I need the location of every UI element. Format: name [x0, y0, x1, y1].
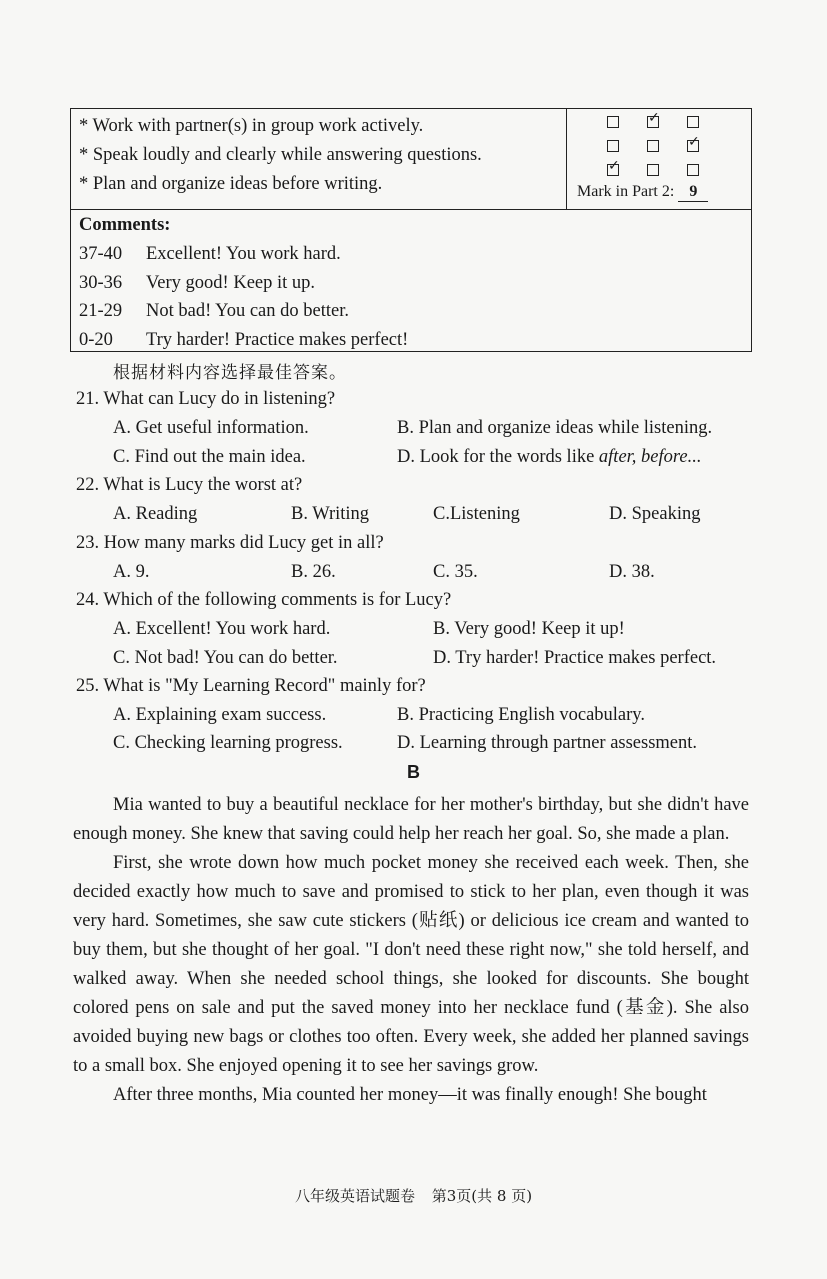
checkbox[interactable] — [687, 164, 699, 176]
learning-record-table — [70, 108, 752, 352]
option-22a[interactable]: A. Reading — [113, 504, 198, 524]
question-21: 21. What can Lucy do in listening? — [76, 389, 336, 409]
instruction: 根据材料内容选择最佳答案。 — [113, 363, 347, 383]
option-21c[interactable]: C. Find out the main idea. — [113, 447, 306, 467]
mark-value[interactable]: 9 — [678, 183, 708, 202]
comment-row — [79, 326, 759, 355]
option-21d-text: D. Look for the words like — [397, 447, 599, 467]
option-22b[interactable]: B. Writing — [291, 504, 370, 524]
check-mark-icon: ✓ — [608, 158, 620, 174]
section-b-heading: B — [407, 762, 420, 782]
checkbox[interactable] — [647, 164, 659, 176]
option-22c[interactable]: C.Listening — [433, 504, 520, 524]
mark-label: Mark in Part 2: — [577, 183, 675, 200]
option-25d[interactable]: D. Learning through partner assessment. — [397, 733, 698, 753]
option-25b[interactable]: B. Practicing English vocabulary. — [397, 705, 645, 725]
footer-title: 八年级英语试题卷 — [294, 1187, 415, 1205]
comment-row — [79, 269, 759, 298]
reading-passage — [73, 791, 749, 1110]
option-21a[interactable]: A. Get useful information. — [113, 418, 309, 438]
checkbox[interactable] — [607, 116, 619, 128]
passage-paragraph: First, she wrote down how much pocket money she received each week. Then, she decided exactly how much to save and promised to stick to her plan, even though it was very hard. Sometimes, she saw cute stickers (贴纸) or delicious ice cream and wanted to buy them, but she thought of her goal. "I don't need these right now," she told herself, and walked away. When she needed school things, she looked for discounts. She bought colored pens on sale and put the saved money into her necklace fund (基金). She also avoided buying new bags or clothes too often. Every week, she added her planned savings to a small box. She enjoyed opening it to see her savings grow. — [73, 853, 749, 1076]
option-21d[interactable] — [397, 447, 702, 468]
passage-paragraph: After three months, Mia counted her money—it was finally enough! She bought — [113, 1085, 707, 1105]
option-24c[interactable]: C. Not bad! You can do better. — [113, 648, 338, 668]
option-23c[interactable]: C. 35. — [433, 562, 478, 582]
comment-text: Very good! Keep it up. — [146, 272, 316, 293]
comment-row — [79, 297, 759, 326]
criterion: * Plan and organize ideas before writing. — [79, 174, 383, 194]
check-mark-icon: ✓ — [648, 110, 660, 126]
comment-range: 30-36 — [79, 272, 123, 293]
comment-range: 21-29 — [79, 301, 123, 321]
comment-text: Try harder! Practice makes perfect! — [146, 329, 409, 350]
criterion: * Work with partner(s) in group work actively. — [79, 116, 424, 136]
checkbox-row — [607, 159, 727, 183]
checkbox-row — [607, 111, 727, 135]
checkbox[interactable] — [647, 110, 660, 128]
comment-range: 37-40 — [79, 244, 123, 264]
option-22d[interactable]: D. Speaking — [609, 504, 701, 524]
checkbox[interactable] — [687, 134, 700, 152]
option-21b[interactable]: B. Plan and organize ideas while listening. — [397, 418, 713, 438]
option-23a[interactable]: A. 9. — [113, 562, 150, 582]
comment-row — [79, 240, 759, 269]
checkbox[interactable] — [607, 140, 619, 152]
criteria-cell — [71, 109, 567, 209]
checkbox[interactable] — [607, 158, 620, 176]
option-24b[interactable]: B. Very good! Keep it up! — [433, 619, 625, 639]
question-24: 24. Which of the following comments is for Lucy? — [76, 590, 452, 610]
criteria-row — [71, 109, 751, 210]
option-25c[interactable]: C. Checking learning progress. — [113, 733, 343, 753]
checkbox[interactable] — [647, 140, 659, 152]
page-footer — [0, 1185, 827, 1206]
option-24d[interactable]: D. Try harder! Practice makes perfect. — [433, 648, 717, 668]
option-23b[interactable]: B. 26. — [291, 562, 336, 582]
comment-text: Excellent! You work hard. — [146, 244, 341, 264]
option-25a[interactable]: A. Explaining exam success. — [113, 705, 327, 725]
comment-text: Not bad! You can do better. — [146, 301, 349, 321]
question-23: 23. How many marks did Lucy get in all? — [76, 533, 384, 553]
check-mark-icon: ✓ — [688, 134, 700, 150]
criterion: * Speak loudly and clearly while answering questions. — [79, 145, 482, 165]
mark-in-part-2 — [577, 183, 708, 202]
footer-page-number: 第3页(共 8 页) — [431, 1187, 533, 1205]
comment-range: 0-20 — [79, 329, 113, 350]
option-23d[interactable]: D. 38. — [609, 562, 655, 582]
checkbox[interactable] — [687, 116, 699, 128]
comments-cell — [71, 210, 759, 354]
passage-paragraph: Mia wanted to buy a beautiful necklace for her mother's birthday, but she didn't have enough money. She knew that saving could help her reach her goal. So, she made a plan. — [73, 795, 749, 844]
option-21d-italic: after, before... — [598, 447, 702, 467]
question-22: 22. What is Lucy the worst at? — [76, 475, 303, 495]
checkbox-row — [607, 135, 727, 159]
option-24a[interactable]: A. Excellent! You work hard. — [113, 619, 331, 639]
checkbox-cell — [567, 109, 751, 209]
comments-heading: Comments: — [79, 215, 171, 235]
question-25: 25. What is "My Learning Record" mainly for? — [76, 676, 426, 696]
